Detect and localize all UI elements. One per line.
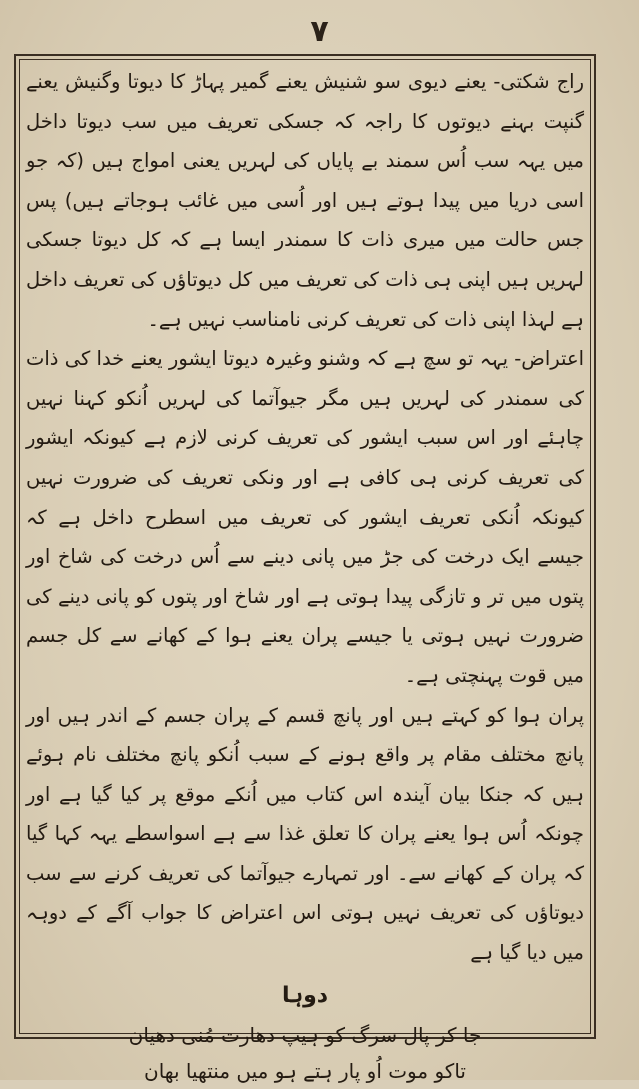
page-body bbox=[26, 62, 584, 1083]
couplet-line: جا کر پال سرگ کو ہیپ دھارت مُنی دھیان bbox=[128, 1022, 482, 1047]
paragraph-raj-shakti: راج شکتی- یعنے دیوی سو شنیش یعنے گمیر پہاڑ کا دیوتا وگنیش یعنے گنپت بہنے دیوتوں کا راجہ کہ جسکی تعریف میں سب دیوتا داخل میں یہہ سب اُس سمند بے پایاں کی لہریں یعنی امواج ہیں (کہ جو اسی دریا میں پیدا ہوتے ہیں اور اُسی میں غائب ہوجاتے ہیں) پس جس حالت میں میری ذات کا سمندر ایسا ہے کہ کل دیوتا جسکی لہریں ہیں اپنی ہی ذات کی تعریف میں کل دیوتاؤں کی تعریف داخل ہے لہذا اپنی ذات کی تعریف کرنی نامناسب نہیں ہے۔ bbox=[26, 70, 584, 331]
couplet-line: تاکو موت اُو پار ہتے ہو میں منتھیا بھان bbox=[144, 1058, 466, 1083]
page-number: ۷ bbox=[310, 14, 329, 49]
paragraph-pran: پران ہوا کو کہتے ہیں اور پانچ قسم کے پران جسم کے اندر ہیں اور پانچ مختلف مقام پر واقع ہونے کے سبب اُنکو پانچ مختلف نام ہوئے ہیں کہ جنکا بیان آیندہ اس کتاب میں اُنکے موقع پر کیا گیا ہے اور چونکہ اُس ہوا یعنے پران کا تعلق غذا سے ہے اسواسطے یہہ کہا گیا کہ پران کے کھانے سے۔ اور تمہارے جیوآتما کی تعریف کرنے سے سب دیوتاؤں کی تعریف نہیں ہوتی اس اعتراض کا جواب آگے کے دوہہ میں دیا گیا ہے bbox=[26, 703, 584, 965]
paragraph-objection: اعتراض- یہہ تو سچ ہے کہ وشنو وغیرہ دیوتا ایشور یعنے خدا کی ذات کی سمندر کی لہریں ہیں مگر جیوآتما کی لہریں اُنکو کہنا نہیں چاہئے اور اس سبب ایشور کی تعریف کرنی لازم ہے کیونکہ ایشور کی تعریف کرنی ہی کافی ہے اور ونکی تعریف کی ضرورت نہیں کیونکہ اُنکی تعریف ایشور کی تعریف میں اسطرح داخل ہے کہ جیسے ایک درخت کی جڑ میں پانی دینے سے اُس درخت کی شاخ اور پتوں میں تر و تازگی پیدا ہوتی ہے اور شاخ اور پتوں کو پانی دینے کی ضرورت نہیں ہوتی یا جیسے پران یعنے ہوا کے کھانے سے کل جسم میں قوت پہنچتی ہے۔ bbox=[26, 347, 584, 687]
section-heading-doha: دوہا bbox=[281, 982, 329, 1008]
